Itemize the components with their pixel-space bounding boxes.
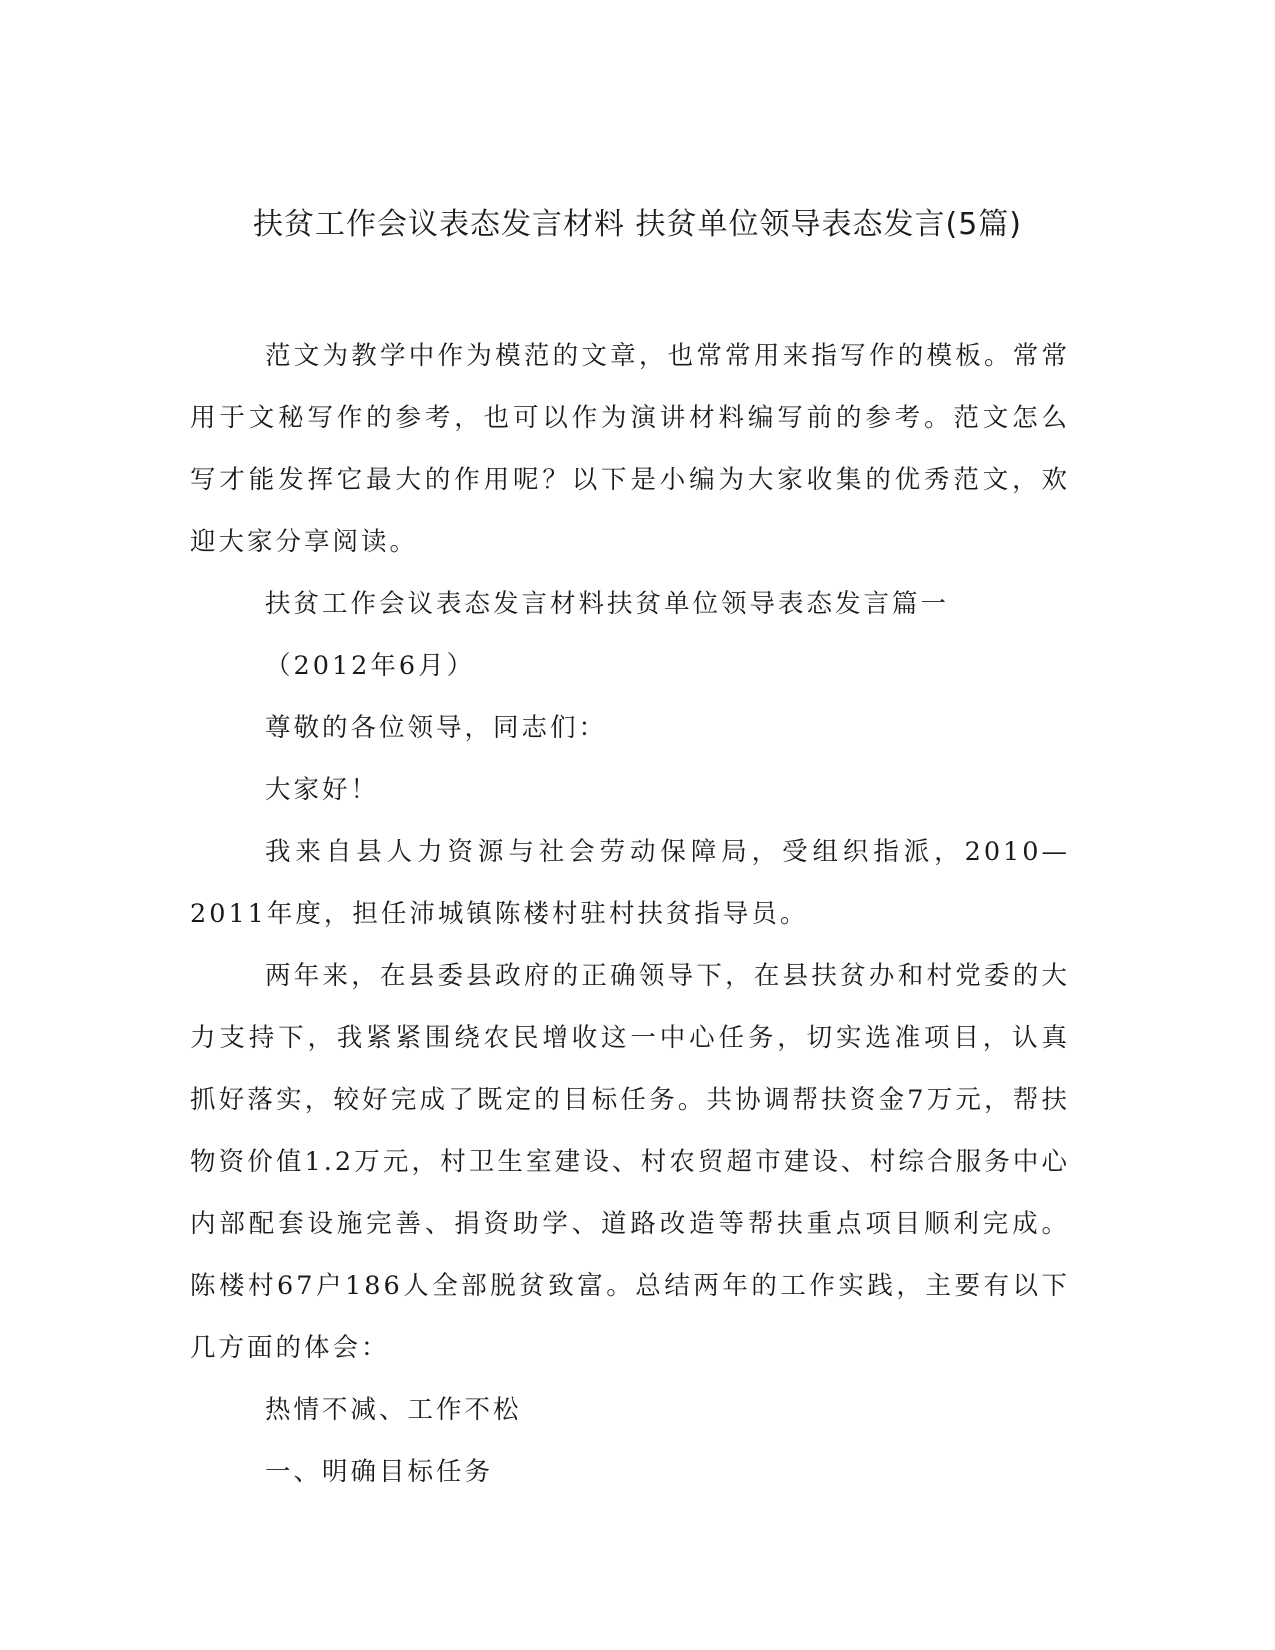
intro-paragraph: 范文为教学中作为模范的文章，也常常用来指写作的模板。常常用于文秘写作的参考，也可以作为演讲材料编写前的参考。范文怎么写才能发挥它最大的作用呢？以下是小编为大家收集的优秀范文，欢迎大家分享阅读。 bbox=[190, 341, 1070, 557]
document-body bbox=[190, 325, 1070, 1503]
document-title: 扶贫工作会议表态发言材料 扶贫单位领导表态发言(5篇) bbox=[252, 207, 1023, 242]
section-heading: 扶贫工作会议表态发言材料扶贫单位领导表态发言篇一 bbox=[265, 589, 950, 619]
date-line: （2012年6月） bbox=[265, 651, 476, 681]
numbered-heading: 一、明确目标任务 bbox=[265, 1457, 494, 1487]
subheading: 热情不减、工作不松 bbox=[265, 1395, 522, 1425]
greeting: 大家好！ bbox=[265, 775, 380, 805]
salutation: 尊敬的各位领导，同志们： bbox=[265, 713, 608, 743]
self-introduction-paragraph: 我来自县人力资源与社会劳动保障局，受组织指派，2010—2011年度，担任沛城镇陈楼村驻村扶贫指导员。 bbox=[190, 837, 1070, 929]
summary-paragraph: 两年来，在县委县政府的正确领导下，在县扶贫办和村党委的大力支持下，我紧紧围绕农民增收这一中心任务，切实选准项目，认真抓好落实，较好完成了既定的目标任务。共协调帮扶资金7万元，帮扶物资价值1.2万元，村卫生室建设、村农贸超市建设、村综合服务中心内部配套设施完善、捐资助学、道路改造等帮扶重点项目顺利完成。陈楼村67户186人全部脱贫致富。总结两年的工作实践，主要有以下几方面的体会： bbox=[190, 961, 1070, 1363]
